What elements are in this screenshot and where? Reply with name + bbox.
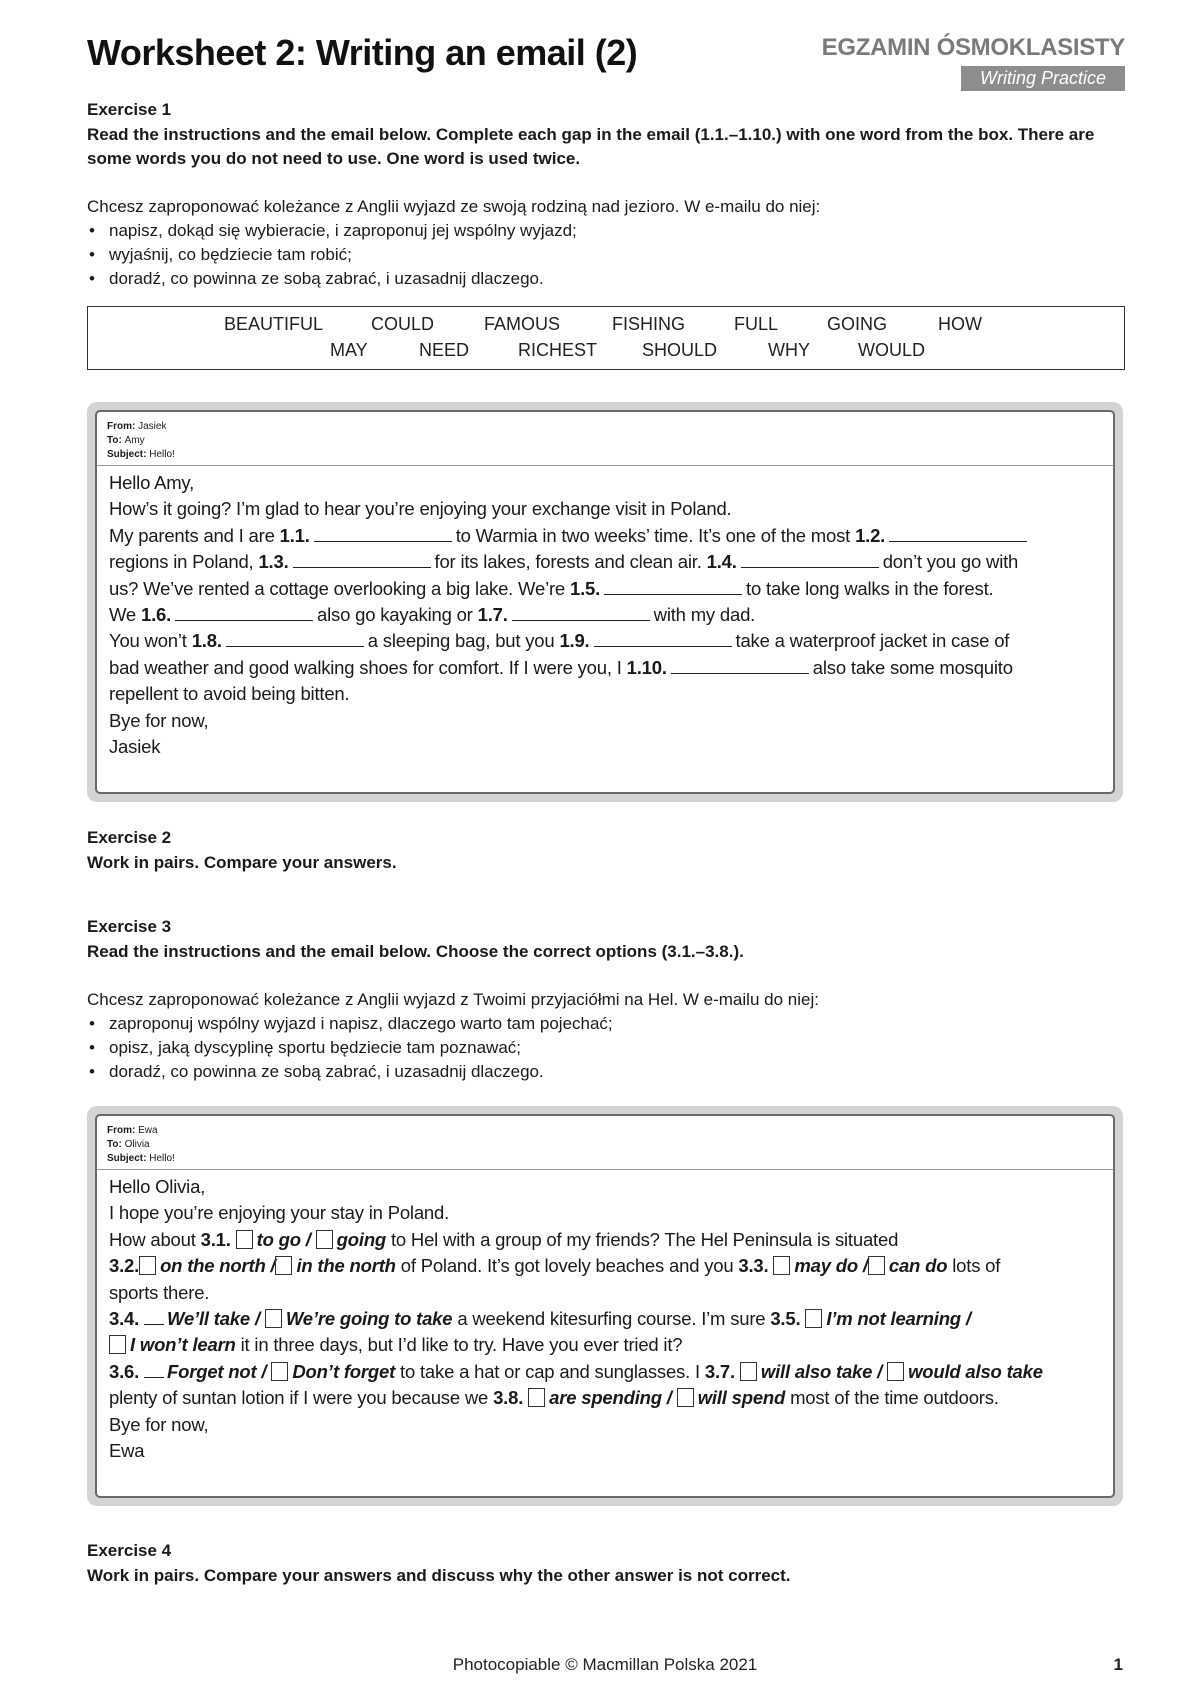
exercise-1-bullets [87, 219, 1123, 291]
option-checkbox[interactable] [275, 1256, 292, 1275]
email-line: You won’t 1.8. a sleeping bag, but you 1.9. take a waterproof jacket in case of [109, 630, 1010, 652]
option-text: will spend [697, 1387, 786, 1409]
answer-gap[interactable] [314, 523, 452, 542]
option-text: to go / [256, 1228, 311, 1250]
gap-label: 1.3. [258, 551, 289, 573]
bullet-item: • wyjaśnij, co będziecie tam robić; [87, 243, 1123, 267]
option-blank[interactable] [144, 1308, 164, 1325]
email-greeting: Hello Olivia, [109, 1176, 206, 1197]
answer-gap[interactable] [226, 628, 364, 647]
email-line: us? We’ve rented a cottage overlooking a big lake. We’re 1.5. to take long walks in the forest. [109, 577, 994, 599]
option-text: We’re going to take [285, 1308, 453, 1330]
email-line: bad weather and good walking shoes for comfort. If I were you, I 1.10. also take some mosquito [109, 656, 1013, 678]
bullet-item: • napisz, dokąd się wybieracie, i zaproponuj jej wspólny wyjazd; [87, 219, 1123, 243]
email-line: regions in Poland, 1.3. for its lakes, forests and clean air. 1.4. don’t you go with [109, 551, 1019, 573]
page-footer [87, 1655, 1123, 1675]
email-line: I won’t learn it in three days, but I’d like to try. Have you ever tried it? [109, 1332, 1101, 1358]
exercise-2-heading: Exercise 2 [87, 828, 172, 847]
bullet-item: • zaproponuj wspólny wyjazd i napisz, dlaczego warto tam pojechać; [87, 1012, 1123, 1036]
exercise-4-heading: Exercise 4 [87, 1541, 172, 1560]
option-text: We’ll take / [167, 1308, 260, 1330]
to-label: To: [107, 1139, 122, 1150]
question-label: 3.8. [493, 1387, 524, 1409]
answer-gap[interactable] [604, 576, 742, 595]
email-line: 3.2. on the north / in the north of Poland. It’s got lovely beaches and you 3.3. may do / can do lots of [109, 1255, 1001, 1277]
email-1-body [97, 466, 1113, 760]
exercise-3-instructions: Read the instructions and the email below. Choose the correct options (3.1.–3.8.). [87, 942, 744, 961]
option-blank[interactable] [144, 1361, 164, 1378]
email-2-header [97, 1116, 1113, 1170]
word-item: FAMOUS [484, 314, 561, 334]
question-label: 3.4. [109, 1308, 140, 1330]
option-checkbox[interactable] [236, 1230, 253, 1249]
copyright: Photocopiable © Macmillan Polska 2021 [452, 1655, 758, 1674]
gap-label: 1.7. [477, 604, 508, 626]
word-item: NEED [419, 340, 470, 360]
word-item: WHY [768, 340, 810, 360]
from-value: Ewa [138, 1125, 158, 1136]
page-number: 1 [1113, 1655, 1123, 1674]
word-item: SHOULD [642, 340, 718, 360]
page-title: Worksheet 2: Writing an email (2) [87, 32, 638, 73]
option-checkbox[interactable] [677, 1388, 694, 1407]
subject-label: Subject: [107, 1153, 147, 1164]
option-text: will also take / [760, 1360, 883, 1382]
word-item: WOULD [858, 340, 925, 360]
email-2-body [97, 1170, 1113, 1464]
word-box [87, 306, 1125, 370]
exercise-4 [87, 1541, 1123, 1588]
email-line: We 1.6. also go kayaking or 1.7. with my dad. [109, 604, 756, 626]
email-line: My parents and I are 1.1. to Warmia in two weeks’ time. It’s one of the most 1.2. [109, 523, 1101, 549]
answer-gap[interactable] [889, 523, 1027, 542]
to-value: Amy [124, 435, 145, 446]
exercise-2-instructions: Work in pairs. Compare your answers. [87, 853, 397, 872]
question-label: 3.2. [109, 1255, 140, 1277]
subject-label: Subject: [107, 449, 147, 460]
word-item: MAY [330, 340, 368, 360]
answer-gap[interactable] [175, 602, 313, 621]
exercise-3-heading: Exercise 3 [87, 917, 172, 936]
answer-gap[interactable] [293, 549, 431, 568]
email-closing: Bye for now, [109, 709, 209, 731]
gap-label: 1.8. [191, 630, 222, 652]
option-text: would also take [908, 1360, 1043, 1382]
option-text: Forget not / [167, 1360, 267, 1382]
option-checkbox[interactable] [887, 1362, 904, 1381]
exercise-3 [87, 917, 1123, 1084]
gap-label: 1.1. [279, 524, 310, 546]
email-line: How about 3.1. to go / going to Hel with a group of my friends? The Hel Peninsula is situated [109, 1228, 899, 1250]
brand-block [822, 34, 1125, 91]
question-label: 3.6. [109, 1360, 140, 1382]
option-checkbox[interactable] [271, 1362, 288, 1381]
gap-label: 1.4. [706, 551, 737, 573]
option-text: Don’t forget [292, 1360, 396, 1382]
exercise-3-task: Chcesz zaproponować koleżance z Anglii wyjazd z Twoimi przyjaciółmi na Hel. W e-mailu do niej: [87, 990, 819, 1009]
question-label: 3.5. [770, 1308, 801, 1330]
option-checkbox[interactable] [740, 1362, 757, 1381]
exercise-3-bullets [87, 1012, 1123, 1084]
option-text: on the north / [160, 1255, 276, 1277]
email-line: repellent to avoid being bitten. [109, 683, 350, 705]
word-item: RICHEST [518, 340, 598, 360]
option-text: are spending / [549, 1387, 672, 1409]
answer-gap[interactable] [594, 628, 732, 647]
answer-gap[interactable] [741, 549, 879, 568]
option-checkbox[interactable] [805, 1309, 822, 1328]
email-line: plenty of suntan lotion if I were you because we 3.8. are spending / will spend most of the time outdoors. [109, 1387, 999, 1409]
email-line: How’s it going? I’m glad to hear you’re enjoying your exchange visit in Poland. [109, 498, 732, 520]
gap-label: 1.10. [626, 656, 667, 678]
email-2-card [95, 1114, 1115, 1498]
email-1-header [97, 412, 1113, 466]
email-1-card [95, 410, 1115, 794]
email-2 [87, 1106, 1123, 1506]
option-checkbox[interactable] [528, 1388, 545, 1407]
from-label: From: [107, 421, 136, 432]
gap-label: 1.5. [569, 577, 601, 599]
brand-subtitle: Writing Practice [961, 66, 1125, 91]
exercise-2 [87, 828, 1123, 875]
bullet-item: • doradź, co powinna ze sobą zabrać, i uzasadnij dlaczego. [87, 267, 1123, 291]
brand-name: EGZAMIN ÓSMOKLASISTY [821, 34, 1125, 61]
option-text: may do / [794, 1255, 868, 1277]
word-item: HOW [938, 314, 982, 334]
option-checkbox[interactable] [316, 1230, 333, 1249]
from-value: Jasiek [138, 421, 167, 432]
exercise-1-task: Chcesz zaproponować koleżance z Anglii wyjazd ze swoją rodziną nad jezioro. W e-mailu do niej: [87, 197, 821, 216]
email-line: sports there. [109, 1281, 210, 1303]
email-line: 3.4. We’ll take / We’re going to take a weekend kitesurfing course. I’m sure 3.5. I’m not learning / [109, 1308, 971, 1330]
word-item: BEAUTIFUL [224, 314, 324, 334]
answer-gap[interactable] [512, 602, 650, 621]
question-label: 3.1. [200, 1228, 231, 1250]
question-label: 3.7. [704, 1360, 735, 1382]
option-checkbox[interactable] [868, 1256, 885, 1275]
exercise-1-heading: Exercise 1 [87, 100, 172, 119]
email-closing: Bye for now, [109, 1413, 209, 1435]
answer-gap[interactable] [671, 655, 809, 674]
word-item: FISHING [612, 314, 686, 334]
gap-label: 1.2. [855, 524, 886, 546]
option-checkbox[interactable] [773, 1256, 790, 1275]
bullet-item: • doradź, co powinna ze sobą zabrać, i uzasadnij dlaczego. [87, 1060, 1123, 1084]
exercise-1 [87, 100, 1123, 291]
exercise-4-instructions: Work in pairs. Compare your answers and discuss why the other answer is not correct. [87, 1566, 791, 1585]
gap-label: 1.6. [140, 604, 172, 626]
option-text: going [336, 1228, 387, 1250]
word-item: COULD [371, 314, 435, 334]
option-text: I won’t learn [130, 1334, 236, 1356]
exercise-1-instructions: Read the instructions and the email below. Complete each gap in the email (1.1.–1.10.) with one word from the box. There are some words you do not need to use. One word is used twice. [87, 125, 1095, 168]
to-value: Olivia [124, 1139, 150, 1150]
option-text: in the north [296, 1255, 396, 1277]
gap-label: 1.9. [559, 630, 590, 652]
subject-value: Hello! [149, 449, 175, 460]
option-text: can do [888, 1255, 948, 1277]
option-checkbox[interactable] [265, 1309, 282, 1328]
option-checkbox[interactable] [139, 1256, 156, 1275]
subject-value: Hello! [149, 1153, 175, 1164]
from-label: From: [107, 1125, 136, 1136]
to-label: To: [107, 435, 122, 446]
word-item: GOING [827, 314, 888, 334]
email-signature: Jasiek [109, 736, 161, 758]
email-signature: Ewa [109, 1440, 145, 1462]
email-1 [87, 402, 1123, 802]
option-text: I’m not learning / [826, 1308, 971, 1330]
email-greeting: Hello Amy, [109, 472, 195, 493]
word-item: FULL [734, 314, 779, 334]
option-checkbox[interactable] [109, 1335, 126, 1354]
email-line: I hope you’re enjoying your stay in Poland. [109, 1202, 450, 1224]
email-line: 3.6. Forget not / Don’t forget to take a hat or cap and sunglasses. I 3.7. will also take / would also take [109, 1360, 1043, 1382]
bullet-item: • opisz, jaką dyscyplinę sportu będziecie tam poznawać; [87, 1036, 1123, 1060]
question-label: 3.3. [738, 1255, 769, 1277]
